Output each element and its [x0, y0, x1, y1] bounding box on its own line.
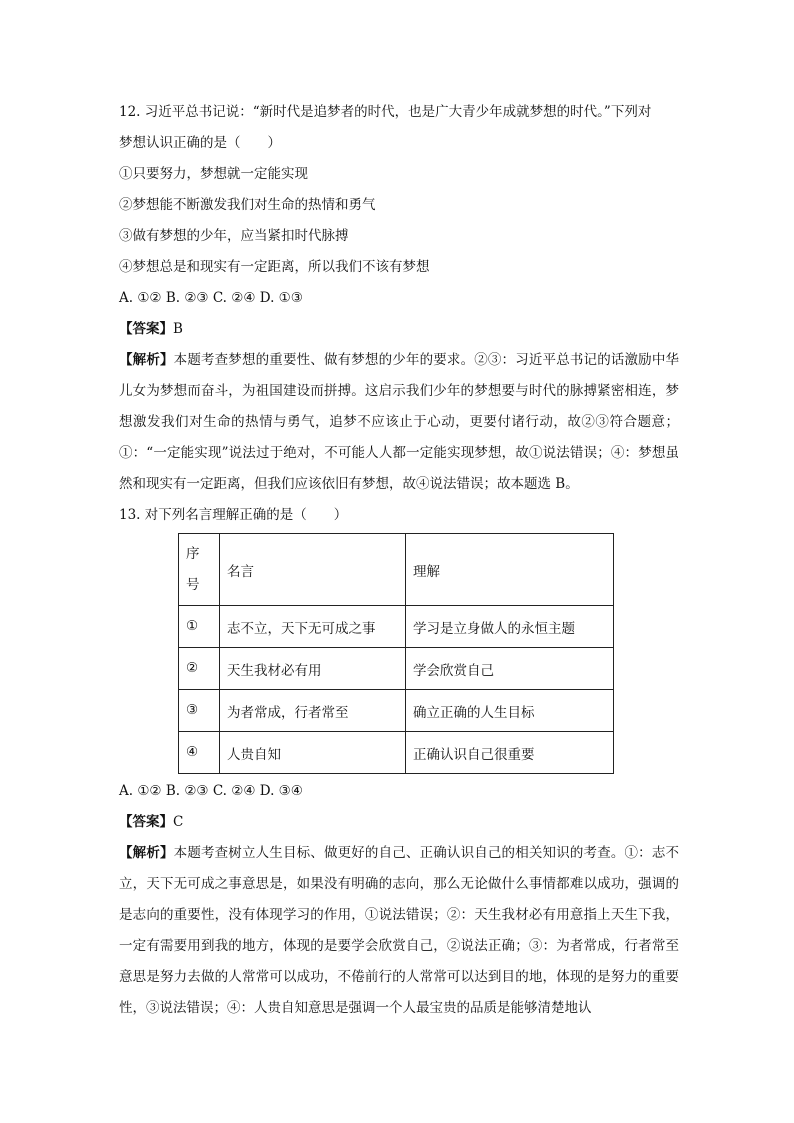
- q13-table: [178, 533, 614, 774]
- table-row: [179, 648, 614, 690]
- q12-option-3: ③做有梦想的少年，应当紧扣时代脉搏: [119, 228, 349, 244]
- q12-answer-value: B: [173, 321, 183, 337]
- table-cell: 为者常成，行者常至: [220, 690, 406, 732]
- table-cell: 确立正确的人生目标: [406, 690, 614, 732]
- table-cell: 学习是立身做人的永恒主题: [406, 606, 614, 648]
- q13-answer-tag: 【答案】: [119, 814, 173, 830]
- table-cell: 学会欣赏自己: [406, 648, 614, 690]
- table-cell: ④: [179, 732, 220, 774]
- q12-answer-tag: 【答案】: [119, 321, 173, 337]
- table-row: [179, 606, 614, 648]
- q12-analysis-text: 本题考查梦想的重要性、做有梦想的少年的要求。②③：习近平总书记的话激励中华儿女为梦想而奋斗，为祖国建设而拼搏。这启示我们少年的梦想要与时代的脉搏紧密相连，梦想激发我们对生命的热情与勇气，追梦不应该止于心动，更要付诸行动，故②③符合题意；①：“一定能实现”说法过于绝对，不可能人人都一定能实现梦想，故①说法错误；④：梦想虽然和现实有一定距离，但我们应该依旧有梦想，故④说法错误；故本题选 B。: [119, 352, 680, 492]
- table-header-cell: 理解: [406, 534, 614, 606]
- q13-choices: A. ①② B. ②③ C. ②④ D. ③④: [119, 783, 303, 799]
- table-header-row: [179, 534, 614, 606]
- table-cell: ②: [179, 648, 220, 690]
- q13-stem: 13. 对下列名言理解正确的是（ ）: [119, 507, 348, 523]
- table-row: [179, 690, 614, 732]
- table-cell: ③: [179, 690, 220, 732]
- q13-analysis-text: 本题考查树立人生目标、做更好的自己、正确认识自己的相关知识的考查。①：志不立，天下无可成之事意思是，如果没有明确的志向，那么无论做什么事情都难以成功，强调的是志向的重要性，没有体现学习的作用，①说法错误；②：天生我材必有用意指上天生下我，一定有需要用到我的地方，体现的是要学会欣赏自己，②说法正确；③：为者常成，行者常至意思是努力去做的人常常可以成功，不倦前行的人常常可以达到目的地，体现的是努力的重要性，③说法错误；④：人贵自知意思是强调一个人最宝贵的品质是能够清楚地认: [119, 845, 680, 1016]
- q13-analysis: [119, 838, 679, 1024]
- q12-answer: [119, 314, 679, 345]
- table-header-cell: 名言: [220, 534, 406, 606]
- q12-analysis: [119, 345, 679, 500]
- q12-option-4: ④梦想总是和现实有一定距离，所以我们不该有梦想: [119, 259, 430, 275]
- table-cell: 志不立，天下无可成之事: [220, 606, 406, 648]
- table-cell: 人贵自知: [220, 732, 406, 774]
- q12-option-1: ①只要努力，梦想就一定能实现: [119, 166, 308, 182]
- table-row: [179, 732, 614, 774]
- table-header-cell: 序号: [179, 534, 220, 606]
- q12-choices: A. ①② B. ②③ C. ②④ D. ①③: [119, 290, 303, 306]
- q12-analysis-tag: 【解析】: [119, 352, 174, 368]
- q13-answer-value: C: [173, 814, 184, 830]
- q12-option-2: ②梦想能不断激发我们对生命的热情和勇气: [119, 197, 376, 213]
- q12-stem-line1: 12. 习近平总书记说：“新时代是追梦者的时代，也是广大青少年成就梦想的时代。”下列对: [119, 104, 652, 120]
- table-cell: 天生我材必有用: [220, 648, 406, 690]
- q12-stem-line2: 梦想认识正确的是（ ）: [119, 135, 281, 151]
- exam-page: [119, 97, 679, 1024]
- table-cell: ①: [179, 606, 220, 648]
- q13-analysis-tag: 【解析】: [119, 845, 174, 861]
- table-cell: 正确认识自己很重要: [406, 732, 614, 774]
- q13-answer: [119, 807, 679, 838]
